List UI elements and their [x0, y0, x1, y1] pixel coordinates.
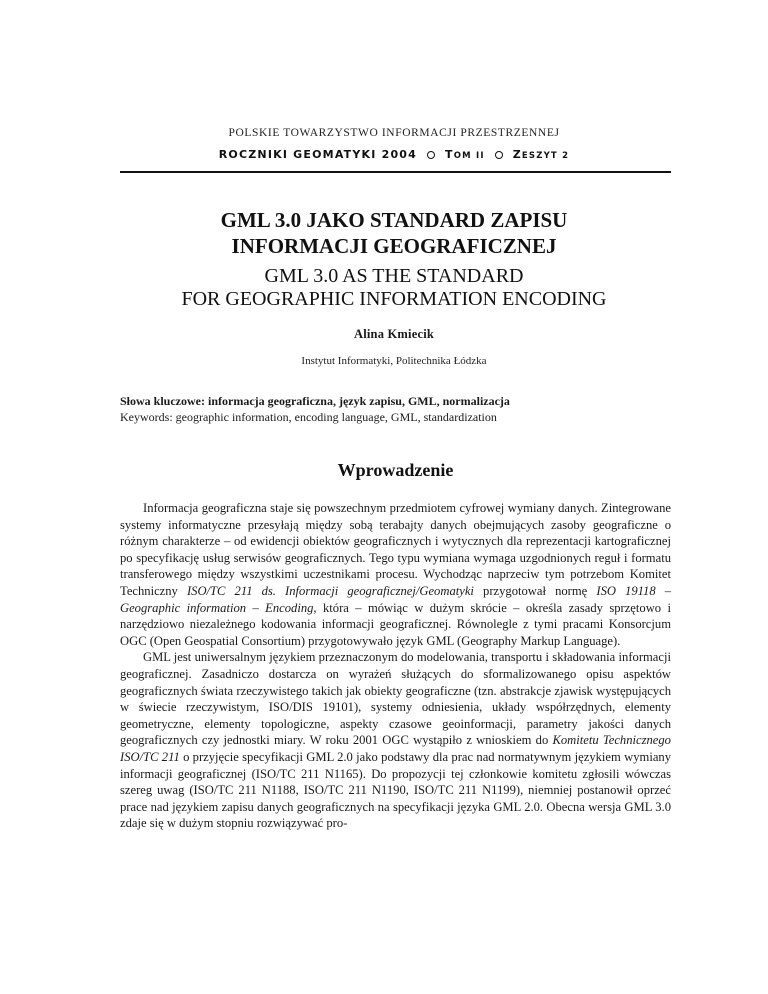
section-heading: Wprowadzenie: [337, 460, 454, 480]
title-english: GML 3.0 AS THE STANDARD FOR GEOGRAPHIC INFORMATION ENCODING: [181, 265, 607, 310]
society-name: POLSKIE TOWARZYSTWO INFORMACJI PRZESTRZENNEJ: [228, 127, 560, 139]
volume-label: TOM II: [445, 148, 485, 161]
header-rule: [120, 171, 671, 173]
circle-separator-icon: [427, 151, 435, 159]
paragraph-2: GML jest uniwersalnym językiem przeznaczonym do modelowania, transportu i składowania informacji geograficznej. Zasadniczo dostarcza on wyrażeń służących do sformalizowanego opisu aspektów geograficznych świata rzeczywistego takich jak obiekty geograficzne (tzn. abstrakcje zjawisk występujących w świecie rzeczywistym, ISO/DIS 19101), systemy odniesienia, układy współrzędnych, elementy geometryczne, elementy topologiczne, aspekty czasowe geoinformacji, parametry jakości danych geograficznych czy jednostki miary. W roku 2001 OGC wystąpiło z wnioskiem do Komitetu Technicznego ISO/TC 211 o przyjęcie specyfikacji GML 2.0 jako podstawy dla prac nad normatywnym językiem wymiany informacji geograficznej (ISO/TC 211 N1165). Do propozycji tej członkowie komitetu zgłosili wówczas szereg uwag (ISO/TC 211 N1188, ISO/TC 211 N1190, ISO/TC 211 N1199), niemniej postanowił oprzeć prace nad językiem zapisu danych geograficznych na specyfikacji języka GML 2.0. Obecna wersja GML 3.0 zdaje się w dużym stopniu rozwiązywać pro-: [120, 650, 672, 831]
title-polish: GML 3.0 JAKO STANDARD ZAPISU INFORMACJI GEOGRAFICZNEJ: [220, 208, 568, 258]
paragraph-1: Informacja geograficzna staje się powszechnym przedmiotem cyfrowej wymiany danych. Zintegrowane systemy informatyczne przesyłają między sobą terabajty danych obejmujących zasoby geograficzne o różnym charakterze – od ewidencji obiektów geograficznych i wytycznych dla reprezentacji kartograficznej po specyfikację usług serwisów geograficznych. Tego typu wymiana wymaga uzgodnionych reguł i formatu transferowego między wszystkimi uczestnikami procesu. Wychodząc naprzeciw tym potrzebom Komitet Techniczny ISO/TC 211 ds. Informacji geograficznej/Geomatyki przygotował normę ISO 19118 – Geographic information – Encoding, która – mówiąc w dużym skrócie – określa zasady sprzętowo i narzędziowo niezależnego kodowania informacji geograficznej. Równolegle z tymi pracami Konsorcjum OGC (Open Geospatial Consortium) przygotowywało język GML (Geography Markup Language).: [120, 501, 672, 648]
author-affiliation: Instytut Informatyki, Politechnika Łódzka: [301, 355, 487, 367]
issue-label: ZESZYT 2: [512, 148, 570, 161]
journal-name: ROCZNIKI GEOMATYKI 2004: [218, 148, 418, 161]
journal-line: [120, 148, 668, 161]
circle-separator-icon: [495, 151, 503, 159]
body-text: [120, 500, 671, 832]
author-name: Alina Kmiecik: [353, 327, 435, 341]
keywords-polish: Słowa kluczowe: informacja geograficzna, język zapisu, GML, normalizacja: [120, 394, 510, 408]
keywords-english: Keywords: geographic information, encoding language, GML, standardization: [120, 410, 497, 424]
